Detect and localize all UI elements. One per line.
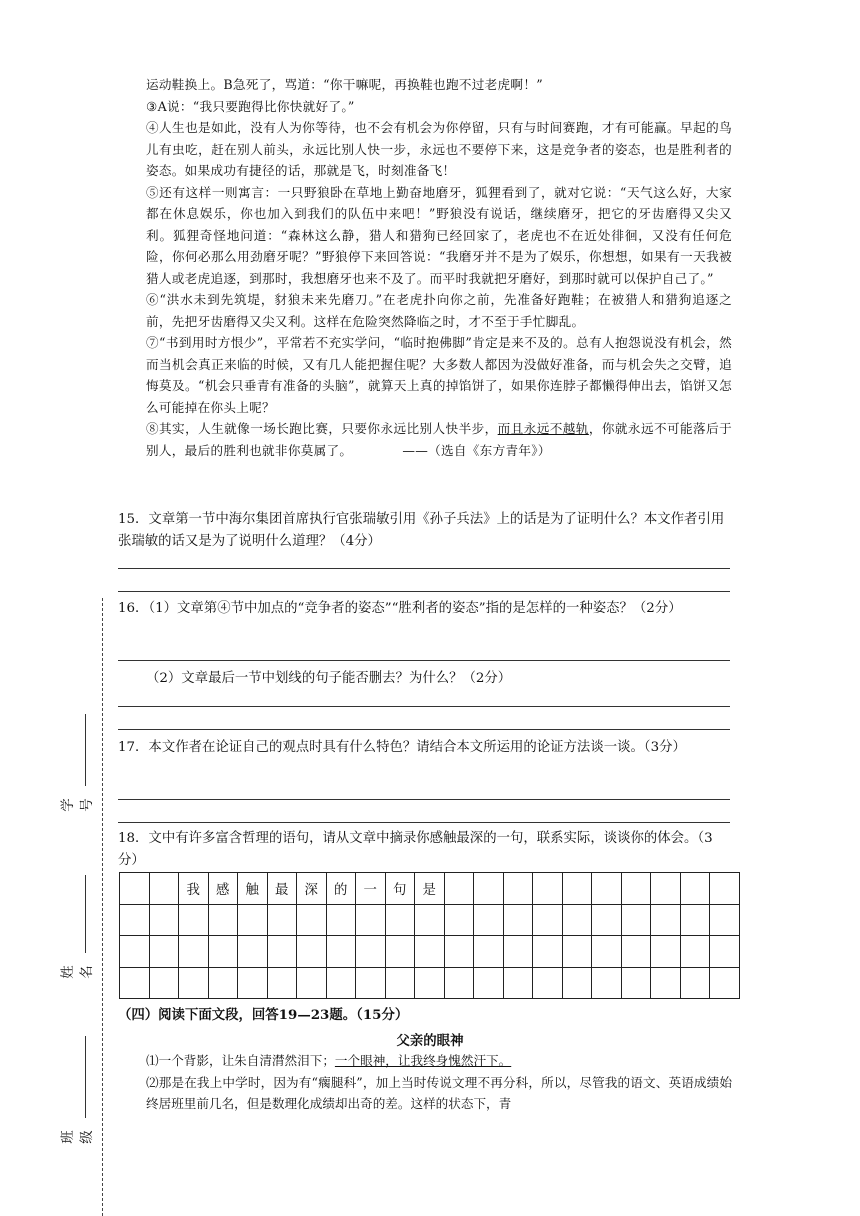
question-17: 17．本文作者在论证自己的观点时具有什么特色？请结合本文所运用的论证方法谈一谈。（3分）	[118, 740, 686, 755]
grid-cell[interactable]: 一	[356, 873, 386, 905]
grid-cell[interactable]	[710, 967, 740, 999]
grid-cell[interactable]: 最	[267, 873, 297, 905]
grid-cell[interactable]: 深	[297, 873, 327, 905]
answer-line[interactable]	[118, 568, 730, 569]
grid-cell[interactable]	[680, 936, 710, 968]
paragraph: ③A说：“我只要跑得比你快就好了。”	[146, 98, 355, 114]
article-title: 父亲的眼神	[396, 1034, 464, 1049]
grid-cell[interactable]	[385, 967, 415, 999]
paragraph: 运动鞋换上。B急死了，骂道：“你干嘛呢，再换鞋也跑不过老虎啊！”	[146, 77, 543, 92]
grid-row	[120, 904, 740, 936]
grid-cell[interactable]: 我	[179, 873, 209, 905]
grid-row	[120, 873, 740, 905]
grid-cell[interactable]	[238, 936, 268, 968]
name-field[interactable]	[61, 953, 95, 991]
answer-line[interactable]	[118, 706, 730, 707]
grid-cell[interactable]	[208, 904, 238, 936]
grid-cell[interactable]	[238, 967, 268, 999]
reading-passage	[146, 74, 732, 461]
grid-cell[interactable]	[503, 967, 533, 999]
grid-cell[interactable]	[592, 936, 622, 968]
grid-cell[interactable]	[267, 967, 297, 999]
grid-cell[interactable]	[149, 936, 179, 968]
grid-cell[interactable]	[179, 936, 209, 968]
grid-cell[interactable]: 感	[208, 873, 238, 905]
grid-cell[interactable]	[562, 936, 592, 968]
grid-cell[interactable]	[710, 904, 740, 936]
grid-cell[interactable]	[120, 904, 150, 936]
grid-cell[interactable]	[297, 936, 327, 968]
paragraph-1: ⑴一个背影，让朱自清潸然泪下；一个眼神，让我终身愧然汗下。	[146, 1053, 512, 1068]
class-label: 班级	[61, 1130, 95, 1144]
grid-cell[interactable]	[444, 936, 474, 968]
paragraph: ④人生也是如此，没有人为你等待，也不会有机会为你停留，只有与时间赛跑，才有可能赢。早起的鸟儿有虫吃，赶在别人前头，永远比别人快一步，永远也不要停下来，这是竞争者的姿态，也是胜利者的姿态。如果成功有捷径的话，那就是飞，时刻准备飞！	[146, 120, 732, 178]
grid-cell[interactable]	[562, 873, 592, 905]
answer-line[interactable]	[118, 660, 730, 661]
grid-cell[interactable]	[474, 967, 504, 999]
grid-cell[interactable]: 句	[385, 873, 415, 905]
student-number-field[interactable]	[61, 786, 95, 824]
grid-cell[interactable]	[592, 873, 622, 905]
writing-grid[interactable]	[119, 872, 740, 999]
grid-cell[interactable]	[208, 936, 238, 968]
paragraph: ⑤还有这样一则寓言：一只野狼卧在草地上勤奋地磨牙，狐狸看到了，就对它说：“天气这么好，大家都在休息娱乐，你也加入到我们的队伍中来吧！”野狼没有说话，继续磨牙，把它的牙齿磨得又尖又利。狐狸奇怪地问道：“森林这么静，猎人和猎狗已经回家了，老虎也不在近处徘徊，又没有任何危险，你何必那么用劲磨牙呢？”野狼停下来回答说：“我磨牙并不是为了娱乐，你想想，如果有一天我被猎人或老虎追逐，到那时，我想磨牙也来不及了。而平时我就把牙磨好，到那时就可以保护自己了。”	[146, 184, 732, 286]
grid-cell[interactable]	[356, 904, 386, 936]
grid-cell[interactable]	[238, 904, 268, 936]
grid-cell[interactable]	[592, 967, 622, 999]
name-underline	[85, 875, 86, 953]
grid-cell[interactable]	[651, 936, 681, 968]
grid-cell[interactable]	[356, 936, 386, 968]
grid-cell[interactable]	[710, 936, 740, 968]
answer-line[interactable]	[118, 591, 730, 592]
grid-cell[interactable]	[149, 873, 179, 905]
grid-cell[interactable]	[474, 873, 504, 905]
grid-cell[interactable]	[120, 967, 150, 999]
grid-cell[interactable]	[297, 967, 327, 999]
question-15: 15．文章第一节中海尔集团首席执行官张瑞敏引用《孙子兵法》上的话是为了证明什么？本文作者引用张瑞敏的话又是为了说明什么道理？（4分）	[118, 512, 725, 549]
grid-cell[interactable]	[562, 967, 592, 999]
grid-cell[interactable]	[503, 904, 533, 936]
grid-cell[interactable]	[297, 904, 327, 936]
grid-row	[120, 967, 740, 999]
answer-line[interactable]	[118, 729, 730, 730]
grid-cell[interactable]	[415, 967, 445, 999]
grid-cell[interactable]	[385, 936, 415, 968]
grid-cell[interactable]	[710, 873, 740, 905]
grid-cell[interactable]	[503, 873, 533, 905]
source-citation: ——（选自《东方青年》）	[402, 442, 551, 458]
grid-cell[interactable]	[120, 873, 150, 905]
grid-cell[interactable]	[149, 967, 179, 999]
grid-cell[interactable]: 的	[326, 873, 356, 905]
grid-cell[interactable]	[621, 967, 651, 999]
grid-cell[interactable]	[503, 936, 533, 968]
student-number-underline	[85, 714, 86, 786]
grid-cell[interactable]	[651, 873, 681, 905]
grid-cell[interactable]	[474, 936, 504, 968]
grid-cell[interactable]	[621, 904, 651, 936]
grid-cell[interactable]: 是	[415, 873, 445, 905]
grid-cell[interactable]	[326, 936, 356, 968]
grid-cell[interactable]	[208, 967, 238, 999]
question-16-part-1: 16．（1）文章第④节中加点的“竞争者的姿态”“胜利者的姿态”指的是怎样的一种姿态？（2分）	[118, 601, 682, 616]
class-field[interactable]	[61, 1118, 95, 1156]
grid-cell[interactable]	[592, 904, 622, 936]
student-number-label: 学号	[61, 798, 95, 812]
grid-cell[interactable]	[444, 967, 474, 999]
grid-cell[interactable]	[415, 936, 445, 968]
grid-cell[interactable]	[651, 904, 681, 936]
grid-cell[interactable]	[415, 904, 445, 936]
grid-cell[interactable]	[562, 904, 592, 936]
grid-cell[interactable]	[533, 936, 563, 968]
grid-cell[interactable]	[120, 936, 150, 968]
grid-cell[interactable]	[179, 904, 209, 936]
grid-cell[interactable]	[651, 967, 681, 999]
grid-cell[interactable]	[356, 967, 386, 999]
paragraph-2: ⑵那是在我上中学时，因为有“瘸腿科”，加上当时传说文理不再分科，所以，尽管我的语文、英语成绩始终居班里前几名，但是数理化成绩却出奇的差。这样的状态下，青	[146, 1074, 732, 1111]
paragraph: ⑦“书到用时方恨少”，平常若不充实学问，“临时抱佛脚”肯定是来不及的。总有人抱怨说没有机会，然而当机会真正来临的时候，又有几人能把握住呢？大多数人都因为没做好准备，而与机会失之交臂，追悔莫及。“机会只垂青有准备的头脑”，就算天上真的掉馅饼了，如果你连脖子都懒得伸出去，馅饼又怎么可能掉在你头上呢？	[146, 335, 732, 415]
grid-cell[interactable]	[533, 873, 563, 905]
question-18: 18．文中有许多富含哲理的语句，请从文章中摘录你感触最深的一句，联系实际，谈谈你的体会。（3分）	[118, 831, 713, 868]
paragraph: ⑥“洪水未到先筑堤，豺狼未来先磨刀。”在老虎扑向你之前，先准备好跑鞋；在被猎人和猎狗追逐之前，先把牙齿磨得又尖又利。这样在危险突然降临之时，才不至于手忙脚乱。	[146, 292, 732, 329]
grid-cell[interactable]	[533, 967, 563, 999]
grid-cell[interactable]	[474, 904, 504, 936]
grid-row	[120, 936, 740, 968]
grid-cell[interactable]	[680, 873, 710, 905]
grid-cell[interactable]	[444, 904, 474, 936]
grid-cell[interactable]	[533, 904, 563, 936]
paragraph-8: ⑧其实，人生就像一场长跑比赛，只要你永远比别人快半步，而且永远不越轨，你就永远不可能落后于别人，最后的胜利也就非你莫属了。 ——（选自《东方青年》）	[146, 421, 732, 458]
grid-cell[interactable]	[326, 904, 356, 936]
section-heading: （四）阅读下面文段，回答19—23题。（15分）	[118, 1007, 409, 1023]
grid-cell[interactable]	[621, 873, 651, 905]
class-underline	[85, 1036, 86, 1118]
grid-cell[interactable]: 触	[238, 873, 268, 905]
grid-cell[interactable]	[149, 904, 179, 936]
answer-line[interactable]	[118, 799, 730, 800]
grid-cell[interactable]	[621, 936, 651, 968]
answer-line[interactable]	[118, 822, 730, 823]
underlined-sentence: 而且永远不越轨	[497, 421, 589, 436]
grid-cell[interactable]	[326, 967, 356, 999]
grid-cell[interactable]	[680, 904, 710, 936]
article-body	[146, 1050, 732, 1115]
grid-cell[interactable]	[267, 936, 297, 968]
name-label: 姓名	[61, 965, 95, 979]
underlined-sentence: 一个眼神，让我终身愧然汗下。	[334, 1053, 512, 1068]
binding-dashed-line	[102, 598, 103, 1216]
grid-cell[interactable]	[179, 967, 209, 999]
grid-cell[interactable]	[444, 873, 474, 905]
question-16-part-2: （2）文章最后一节中划线的句子能否删去？为什么？（2分）	[146, 671, 512, 686]
grid-cell[interactable]	[267, 904, 297, 936]
grid-cell[interactable]	[680, 967, 710, 999]
grid-cell[interactable]	[385, 904, 415, 936]
